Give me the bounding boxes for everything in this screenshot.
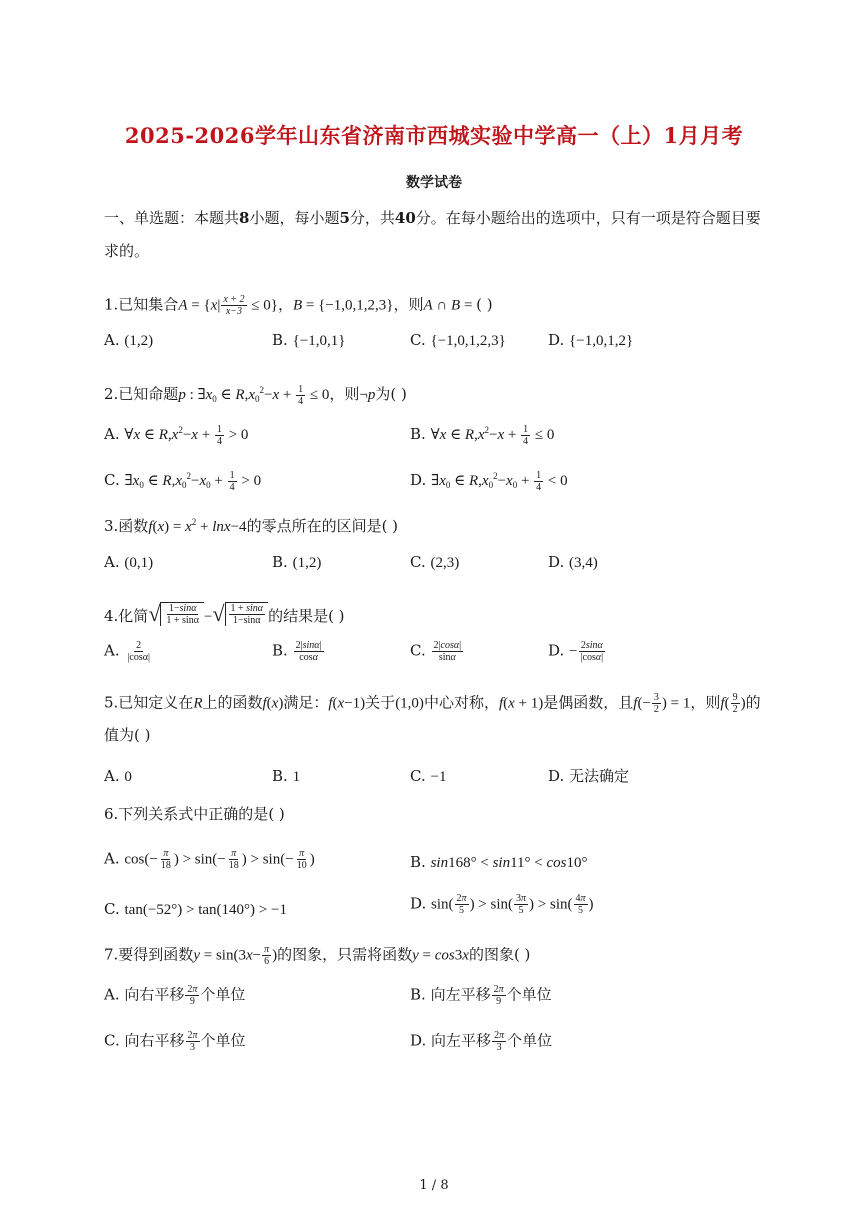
question-1: 1.已知集合A = {x| $\frac{x + 2}{x-3}$ ≤ 0}，B = {−1,0,1,2,3}，则A ∩ B = ( )	[104, 294, 493, 317]
option-c[interactable]: C. 向右平移 $\frac{2\pi}{3}$ 个单位	[104, 1030, 246, 1053]
option-b[interactable]: B. (1,2)	[272, 553, 322, 571]
option-d[interactable]: D. $\exists x_0$ ∈ $R,x_0^2-x_0$ + $\frac{1}{4}$ < 0	[410, 469, 568, 493]
formula: A	[178, 297, 188, 314]
option-b[interactable]: B. ∀x ∈ $R,x^2-x$ + $\frac{1}{4}$ ≤ 0	[410, 423, 555, 447]
option-c[interactable]: C. (2,3)	[410, 553, 460, 571]
option-d[interactable]: D. 向左平移 $\frac{2\pi}{3}$ 个单位	[410, 1030, 553, 1053]
option-d[interactable]: D. sin( $\frac{2\pi}{5}$ ) > sin( $\frac{3\pi}{5}$ ) > sin( $\frac{4\pi}{5}$ )	[410, 893, 594, 916]
option-c[interactable]: C. tan(−52°) > tan(140°) > −1	[104, 900, 287, 918]
option-b[interactable]: B. sin168° < sin11° < cos10°	[410, 853, 588, 871]
option-a[interactable]: A. (1,2)	[104, 331, 154, 349]
option-c[interactable]: C. $\exists x_0$ ∈ $R,x_0^2-x_0$ + $\frac{1}{4}$ > 0	[104, 469, 262, 493]
option-b[interactable]: B. $\frac{2|\sin\alpha|}{\cos\alpha}$	[272, 640, 322, 663]
question-6: 6.下列关系式中正确的是( )	[104, 805, 285, 823]
question-4: 4.化简 √ $\frac{1-\sin\alpha}{1 + \sin\alpha}$ − √ $\frac{1 + \sin\alpha}{1-\sin\alpha}$ 的结果是( )	[104, 601, 345, 626]
option-d[interactable]: D. (3,4)	[548, 553, 598, 571]
question-5-line2: 值为( )	[104, 726, 151, 744]
section-instructions: 一、单选题：本题共8小题，每小题5分，共40分。在每小题给出的选项中，只有一项是符合题目要求的。	[104, 209, 761, 260]
option-d[interactable]: D. 无法确定	[548, 767, 630, 785]
exam-title: 2025-2026学年山东省济南市西城实验中学高一（上）1月月考	[124, 123, 744, 148]
option-a[interactable]: A. ∀x ∈ $R,x^2-x$ + $\frac{1}{4}$ > 0	[104, 423, 249, 447]
option-c[interactable]: C. $\frac{2|\cos\alpha|}{\sin\alpha}$	[410, 640, 462, 663]
option-d[interactable]: D. {−1,0,1,2}	[548, 331, 634, 349]
option-a[interactable]: A. 向右平移 $\frac{2\pi}{9}$ 个单位	[104, 984, 246, 1007]
option-b[interactable]: B. 向左平移 $\frac{2\pi}{9}$ 个单位	[410, 984, 552, 1007]
page-number: 1 / 8	[419, 1178, 449, 1193]
option-c[interactable]: C. −1	[410, 767, 447, 785]
option-a[interactable]: A. $\frac{2}{|\cos\alpha|}$	[104, 640, 150, 663]
option-b[interactable]: B. 1	[272, 767, 301, 785]
exam-subtitle: 数学试卷	[406, 175, 462, 191]
option-b[interactable]: B. {−1,0,1}	[272, 331, 346, 349]
question-3: 3.函数$f(x) = x^2 + \ln x-4$的零点所在的区间是( )	[104, 517, 399, 535]
question-5: 5.已知定义在R上的函数f(x)满足：f(x−1)关于(1,0)中心对称，f(x + 1)是偶函数，且f(− $\frac{3}{2}$ ) = 1，则f( $\frac{9}{2}$ )的	[104, 692, 761, 715]
option-d[interactable]: D. − $\frac{2\sin\alpha}{|\cos\alpha|}$	[548, 640, 604, 663]
question-7: 7.要得到函数y = sin(3x− $\frac{\pi}{6}$ )的图象，只需将函数y = cos3x的图象( )	[104, 944, 531, 967]
option-a[interactable]: A. (0,1)	[104, 553, 154, 571]
option-a[interactable]: A. cos(− $\frac{\pi}{18}$ ) > sin(− $\frac{\pi}{18}$ ) > sin(− $\frac{\pi}{10}$ )	[104, 848, 315, 871]
question-2: 2.已知命题p : $\exists x_0$ ∈ $R,x_0^2-x$ + $\frac{1}{4}$ ≤ 0，则¬p为( )	[104, 383, 407, 407]
option-a[interactable]: A. 0	[104, 767, 132, 785]
option-c[interactable]: C. {−1,0,1,2,3}	[410, 331, 506, 349]
